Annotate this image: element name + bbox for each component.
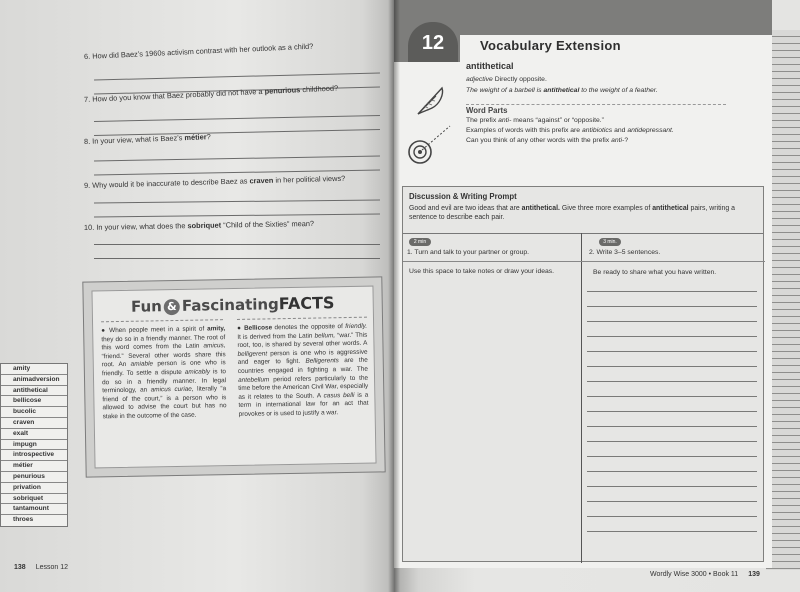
step-2: 2. Write 3–5 sentences. xyxy=(589,249,661,256)
example-sentence: The weight of a barbell is antithetical to the weight of a feather. xyxy=(466,87,658,94)
question-9: 9. Why would it be inaccurate to describe Baez as craven in her political views? xyxy=(83,173,346,190)
prompt-heading: Discussion & Writing Prompt xyxy=(409,192,517,201)
word-list-item: craven xyxy=(1,418,67,429)
timer-badge: 2 min xyxy=(409,238,431,246)
answer-line[interactable] xyxy=(94,73,380,81)
dotted-divider xyxy=(237,317,367,320)
word-list-item: amity xyxy=(1,364,67,375)
target-icon xyxy=(404,122,454,166)
notes-area[interactable] xyxy=(405,281,579,557)
word-list-item: bellicose xyxy=(1,396,67,407)
bullet-icon: ● xyxy=(101,327,110,335)
fact-bellicose: ● Bellicose denotes the opposite of friendly. It is derived from the Latin bellum, “war.” This root, too, is shared by several other words. A belligerent person is one who is aggressive and eager to fight. Belligerents are the countries engaged in fighting a war. The antebellum period refers particularly to the time before the American Civil War, especially as it relates to the South. A casus belli is a term in international law for an act that provokes or is used to justify a war. xyxy=(237,322,369,418)
word-definition: adjective Directly opposite. xyxy=(466,76,547,83)
writing-lines[interactable] xyxy=(587,283,759,553)
question-8: 8. In your view, what is Baez’s métier? xyxy=(83,132,211,146)
answer-line[interactable] xyxy=(94,258,380,259)
word-list-item: antithetical xyxy=(1,386,67,397)
series-label: Wordly Wise 3000 • Book 11 xyxy=(650,571,739,578)
word-list-item: impugn xyxy=(1,440,67,451)
writing-line[interactable] xyxy=(587,501,757,502)
timer-badge: 3 min. xyxy=(599,238,621,246)
writing-line[interactable] xyxy=(587,321,757,322)
vocab-extension-card xyxy=(394,0,772,568)
question-10: 10. In your view, what does the sobriquet “Child of the Sixties” mean? xyxy=(83,218,315,232)
question-7: 7. How do you know that Baez probably did not have a penurious childhood? xyxy=(83,83,339,104)
left-page xyxy=(0,0,394,592)
answer-line[interactable] xyxy=(94,115,380,122)
word-list-item: animadversion xyxy=(1,375,67,386)
lesson-label: Lesson 12 xyxy=(35,564,68,571)
lesson-number-badge: 12 xyxy=(408,22,458,62)
word-list-item: exalt xyxy=(1,429,67,440)
writing-line[interactable] xyxy=(587,471,757,472)
writing-line[interactable] xyxy=(587,456,757,457)
writing-line[interactable] xyxy=(587,366,757,367)
section-divider xyxy=(403,233,763,234)
word-list xyxy=(0,363,68,527)
row-divider xyxy=(403,261,581,262)
left-page-footer xyxy=(14,564,68,571)
writing-line[interactable] xyxy=(587,411,757,412)
page-number: 138 xyxy=(14,564,26,571)
fun-facts-panel xyxy=(91,286,376,469)
writing-line[interactable] xyxy=(587,306,757,307)
row-divider xyxy=(581,261,765,262)
writing-line[interactable] xyxy=(587,336,757,337)
word-list-item: bucolic xyxy=(1,407,67,418)
bullet-icon: ● xyxy=(237,324,245,332)
fun-facts-title: Fun & FascinatingFACTS xyxy=(130,293,335,316)
notes-instruction: Use this space to take notes or draw your ideas. xyxy=(409,268,555,275)
writing-line[interactable] xyxy=(587,531,757,532)
answer-line[interactable] xyxy=(94,214,380,218)
word-list-item: throes xyxy=(13,516,34,524)
fun-facts-box xyxy=(82,276,385,477)
writing-instruction: Be ready to share what you have written. xyxy=(593,269,717,276)
fact-amity: ● When people meet in a spirit of amity, they do so in a friendly manner. The root of this word comes from the Latin amicus, “friend.” Several other words share this root. An amiable person is one who is friendly. To settle a dispute amicably is to do so in a friendly manner. In legal terminology, an amicus curiae, literally “a friend of the court,” is a person who is allowed to advise the court but has no stake in the outcome of the case. xyxy=(101,325,227,421)
column-divider xyxy=(581,233,582,563)
page-number: 139 xyxy=(748,571,760,578)
right-page xyxy=(394,0,800,592)
ampersand-badge: & xyxy=(164,298,180,314)
word-list-item: tantamount xyxy=(1,504,67,515)
answer-line[interactable] xyxy=(94,156,380,162)
writing-line[interactable] xyxy=(587,426,757,427)
writing-line[interactable] xyxy=(587,381,757,382)
question-6: 6. How did Baez’s 1960s activism contrast with her outlook as a child? xyxy=(83,41,314,61)
right-page-footer xyxy=(650,571,760,578)
word-list-item: privation xyxy=(1,483,67,494)
dotted-divider xyxy=(101,319,223,322)
word-parts-line: Examples of words with this prefix are antibiotics and antidepressant. xyxy=(466,127,674,134)
step-1: 1. Turn and talk to your partner or group. xyxy=(407,249,530,256)
writing-line[interactable] xyxy=(587,351,757,352)
writing-line[interactable] xyxy=(587,291,757,292)
answer-line[interactable] xyxy=(94,200,380,204)
writing-line[interactable] xyxy=(587,486,757,487)
word-parts-line: The prefix anti- means “against” or “opposite.” xyxy=(466,117,604,124)
prompt-text: Good and evil are two ideas that are antithetical. Give three more examples of antithetical pairs, writing a sentence to describe each pair. xyxy=(409,205,735,221)
feather-icon xyxy=(414,84,448,118)
writing-line[interactable] xyxy=(587,516,757,517)
word-list-item: introspective xyxy=(1,450,67,461)
writing-line[interactable] xyxy=(587,441,757,442)
word-list-item: sobriquet xyxy=(1,494,67,505)
word-parts-heading: Word Parts xyxy=(466,106,508,115)
dashed-divider xyxy=(466,104,726,105)
word-list-item: penurious xyxy=(1,472,67,483)
writing-line[interactable] xyxy=(587,396,757,397)
book-spine-shadow xyxy=(388,0,400,592)
word-list-item: métier xyxy=(1,461,67,472)
discussion-prompt-box xyxy=(402,186,764,562)
vocab-word: antithetical xyxy=(466,61,514,71)
word-parts-line: Can you think of any other words with the prefix anti-? xyxy=(466,137,629,144)
section-title: Vocabulary Extension xyxy=(480,38,621,53)
answer-line[interactable] xyxy=(94,244,380,245)
